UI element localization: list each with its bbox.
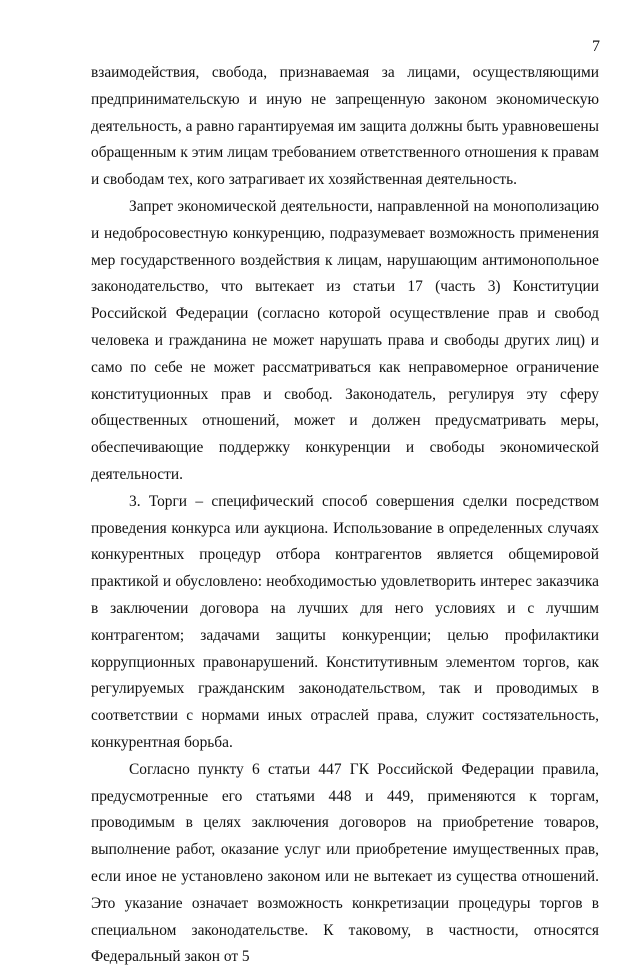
paragraph-auctions: 3. Торги – специфический способ совершения сделки посредством проведения конкурса или аукциона. Использование в определенных случаях конкурентных процедур отбора контрагентов является общемировой практикой и обусловлено: необходимостью удовлетворить интерес заказчика в заключении договора на лучших для него условиях и с лучшим контрагентом; задачами защиты конкуренции; целью профилактики коррупционных правонарушений. Конститутивным элементом торгов, как регулируемых гражданским законодательством, так и проводимых в соответствии с нормами иных отраслей права, служит состязательность, конкурентная борьба. bbox=[91, 492, 599, 751]
paragraph-civil-code-447: Согласно пункту 6 статьи 447 ГК Российской Федерации правила, предусмотренные его статьями 448 и 449, применяются к торгам, проводимым в целях заключения договоров на приобретение товаров, выполнение работ, оказание услуг или приобретение имущественных прав, если иное не установлено законом или не вытекает из существа отношений. Это указание означает возможность конкретизации процедуры торгов в специальном законодательстве. К таковому, в частности, относятся Федеральный закон от 5 bbox=[91, 760, 599, 966]
document-body bbox=[91, 60, 599, 971]
paragraph-antimonopoly-ban: Запрет экономической деятельности, направленной на монополизацию и недобросовестную конкуренцию, подразумевает возможность применения мер государственного воздействия к лицам, нарушающим антимонопольное законодательство, что вытекает из статьи 17 (часть 3) Конституции Российской Федерации (согласно которой осуществление прав и свобод человека и гражданина не может нарушать права и свободы других лиц) и само по себе не может рассматриваться как неправомерное ограничение конституционных прав и свобод. Законодатель, регулируя эту сферу общественных отношений, может и должен предусматривать меры, обеспечивающие поддержку конкуренции и свободы экономической деятельности. bbox=[91, 197, 599, 483]
paragraph-continuation: взаимодействия, свобода, признаваемая за лицами, осуществляющими предпринимательскую и иную не запрещенную законом экономическую деятельность, а равно гарантируемая им защита должны быть уравновешены обращенным к этим лицам требованием ответственного отношения к правам и свободам тех, кого затрагивает их хозяйственная деятельность. bbox=[91, 64, 599, 189]
page-number: 7 bbox=[592, 38, 600, 55]
